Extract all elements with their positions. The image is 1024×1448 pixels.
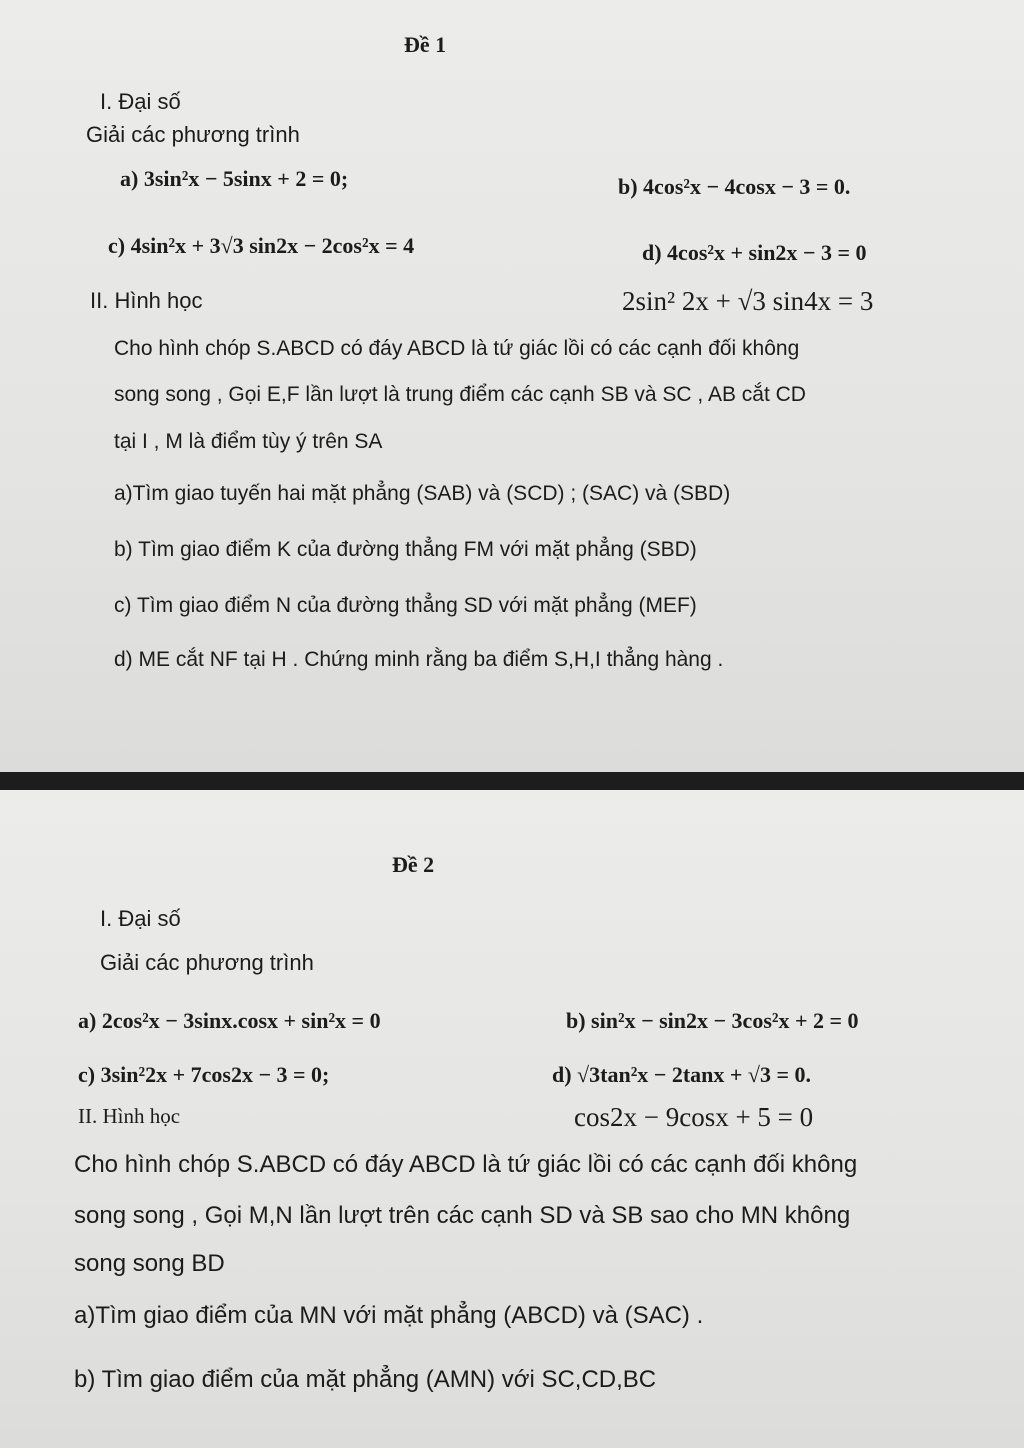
question-b: b) Tìm giao điểm K của đường thẳng FM với mặt phẳng (SBD) — [114, 538, 697, 561]
problem-line: Cho hình chóp S.ABCD có đáy ABCD là tứ giác lồi có các cạnh đối không — [74, 1151, 858, 1178]
instruction-text: Giải các phương trình — [86, 122, 300, 147]
equation-b: b) sin²x − sin2x − 3cos²x + 2 = 0 — [566, 1008, 859, 1033]
exam-2-title: Đề 2 — [392, 852, 435, 877]
equation-e: 2sin² 2x + √3 sin4x = 3 — [622, 286, 874, 316]
equation-e: cos2x − 9cosx + 5 = 0 — [574, 1102, 814, 1132]
equation-d: d) 4cos²x + sin2x − 3 = 0 — [642, 240, 867, 265]
equation-b: b) 4cos²x − 4cosx − 3 = 0. — [618, 174, 851, 199]
exam-1-title: Đề 1 — [404, 32, 447, 57]
question-c: c) Tìm giao điểm N của đường thẳng SD với mặt phẳng (MEF) — [114, 594, 697, 617]
algebra-heading: I. Đại số — [100, 89, 181, 114]
algebra-heading: I. Đại số — [100, 906, 181, 931]
problem-line: tại I , M là điểm tùy ý trên SA — [114, 430, 383, 453]
exam-page-2 — [0, 790, 1024, 1448]
equation-a: a) 3sin²x − 5sinx + 2 = 0; — [120, 166, 349, 191]
question-a: a)Tìm giao điểm của MN với mặt phẳng (ABCD) và (SAC) . — [74, 1302, 704, 1329]
geometry-heading: II. Hình học — [90, 288, 203, 313]
equation-c: c) 4sin²x + 3√3 sin2x − 2cos²x = 4 — [108, 233, 415, 258]
geometry-heading: II. Hình học — [78, 1104, 181, 1128]
question-a: a)Tìm giao tuyến hai mặt phẳng (SAB) và (SCD) ; (SAC) và (SBD) — [114, 482, 731, 505]
equation-a: a) 2cos²x − 3sinx.cosx + sin²x = 0 — [78, 1008, 381, 1033]
equation-c: c) 3sin²2x + 7cos2x − 3 = 0; — [78, 1062, 330, 1087]
equation-d: d) √3tan²x − 2tanx + √3 = 0. — [552, 1062, 812, 1087]
question-d: d) ME cắt NF tại H . Chứng minh rằng ba điểm S,H,I thẳng hàng . — [114, 648, 724, 671]
problem-line: song song BD — [74, 1250, 225, 1277]
question-b: b) Tìm giao điểm của mặt phẳng (AMN) với SC,CD,BC — [74, 1366, 657, 1393]
problem-line: song song , Gọi M,N lần lượt trên các cạnh SD và SB sao cho MN không — [74, 1202, 851, 1229]
instruction-text: Giải các phương trình — [100, 950, 314, 975]
page-divider — [0, 772, 1024, 790]
problem-line: song song , Gọi E,F lần lượt là trung điểm các cạnh SB và SC , AB cắt CD — [114, 383, 806, 406]
problem-line: Cho hình chóp S.ABCD có đáy ABCD là tứ giác lồi có các cạnh đối không — [114, 337, 800, 360]
